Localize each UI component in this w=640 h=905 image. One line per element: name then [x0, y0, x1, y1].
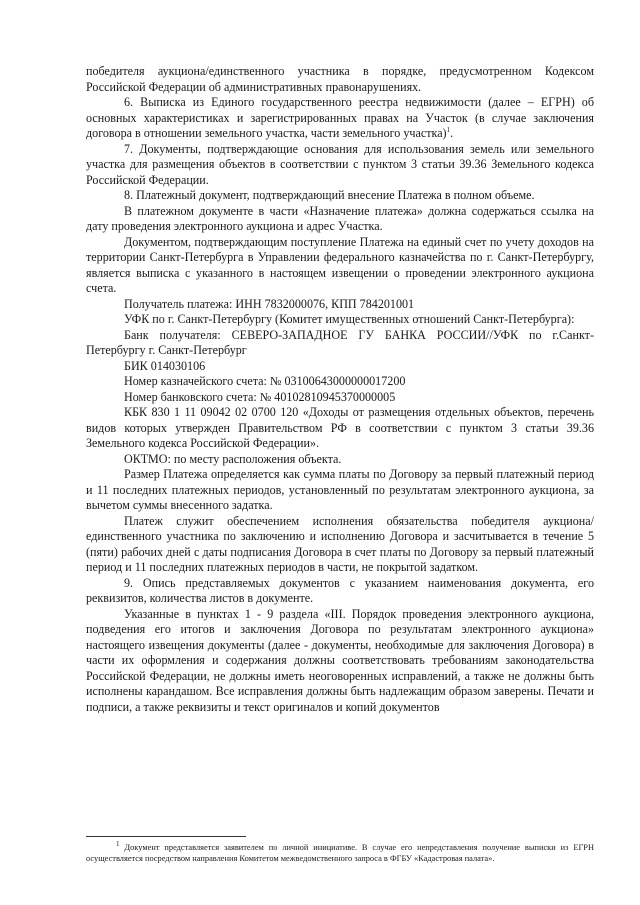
footnote-reference: 1 [446, 125, 451, 134]
ufk-line: УФК по г. Санкт-Петербургу (Комитет имущественных отношений Санкт-Петербурга): [124, 312, 575, 326]
bik-line: БИК 014030106 [124, 358, 206, 373]
bank-account-line: Номер банковского счета: № 40102810945370000005 [124, 389, 396, 404]
paragraph-documents-requirements: Указанные в пунктах 1 - 9 раздела «III. Порядок проведения электронного аукциона, подведения его итогов и заключения Договора по результатам электронного аукциона» настоящего извещения документы (далее - документы, необходимые для заключения Договора) в части их оформления и содержания должны соответствовать требованиям законодательства Российской Федерации, не должны иметь неоговоренных исправлений, а также не должны быть исполнены карандашом. Все исправления должны быть надлежащим образом заверены. Печати и подписи, а также реквизиты и текст оригиналов и копий документов [86, 606, 594, 714]
paragraph-item-8: 8. Платежный документ, подтверждающий внесение Платежа в полном объеме. [124, 188, 535, 202]
paragraph-item-6-tail: . [450, 126, 454, 140]
paragraph-payment-size: Размер Платежа определяется как сумма платы по Договору за первый платежный период и 11 последних платежных периодов, установленный по результатам электронного аукциона, за вычетом суммы внесенного задатка. [86, 467, 594, 512]
footnote [86, 842, 594, 864]
treasury-account-line: Номер казначейского счета: № 03100643000000017200 [124, 374, 406, 388]
paragraph-payment-proof: Документом, подтверждающим поступление Платежа на единый счет по учету доходов на территории Санкт-Петербурга в Управлении федерального казначейства по г. Санкт-Петербургу, является выписка с указанного в настоящем извещении о проведении электронного аукциона счета. [86, 234, 594, 295]
document-body [86, 64, 594, 715]
footnote-text: Документ представляется заявителем по личной инициативе. В случае его непредставления получение выписки из ЕГРН осуществляется посредством направления Комитетом межведомственного запроса в ФГБУ «Кадастровая палата». [86, 843, 594, 864]
paragraph-continuation: победителя аукциона/единственного участника в порядке, предусмотренном Кодексом Российской Федерации об административных правонарушениях. [86, 64, 594, 94]
footnote-mark: 1 [116, 840, 120, 849]
oktmo-line: ОКТМО: по месту расположения объекта. [124, 451, 342, 466]
paragraph-item-6 [86, 95, 594, 142]
paragraph-item-9: 9. Опись представляемых документов с указанием наименования документа, его реквизитов, количества листов в документе. [86, 575, 594, 605]
paragraph-item-7: 7. Документы, подтверждающие основания для использования земель или земельного участка для размещения объектов в соответствии с пунктом 3 статьи 39.36 Земельного кодекса Российской Федерации. [86, 141, 594, 187]
paragraph-payment-security: Платеж служит обеспечением исполнения обязательства победителя аукциона/единственного участника по заключению и исполнению Договора и засчитывается в течение 5 (пяти) рабочих дней с даты подписания Договора в счет платы по Договору за первый платежный период и 11 последних платежных периодов в части, не покрытой задатком. [86, 513, 594, 574]
paragraph-item-6-text: 6. Выписка из Единого государственного реестра недвижимости (далее – ЕГРН) об основных характеристиках и зарегистрированных правах на Участок (в случае заключения договора в отношении земельного участка, части земельного участка) [86, 95, 594, 140]
paragraph-payment-purpose: В платежном документе в части «Назначение платежа» должна содержаться ссылка на дату проведения электронного аукциона и адрес Участка. [86, 203, 594, 233]
bank-line: Банк получателя: СЕВЕРО-ЗАПАДНОЕ ГУ БАНКА РОССИИ//УФК по г.Санкт-Петербургу г. Санкт-Петербург [86, 327, 594, 357]
footnote-divider [86, 836, 246, 837]
payee-line: Получатель платежа: ИНН 7832000076, КПП 784201001 [124, 296, 415, 311]
kbk-line: КБК 830 1 11 09042 02 0700 120 «Доходы от размещения отдельных объектов, перечень видов которых утвержден Правительством РФ в соответствии с пунктом 3 статьи 39.36 Земельного кодекса Российской Федерации». [86, 405, 594, 450]
